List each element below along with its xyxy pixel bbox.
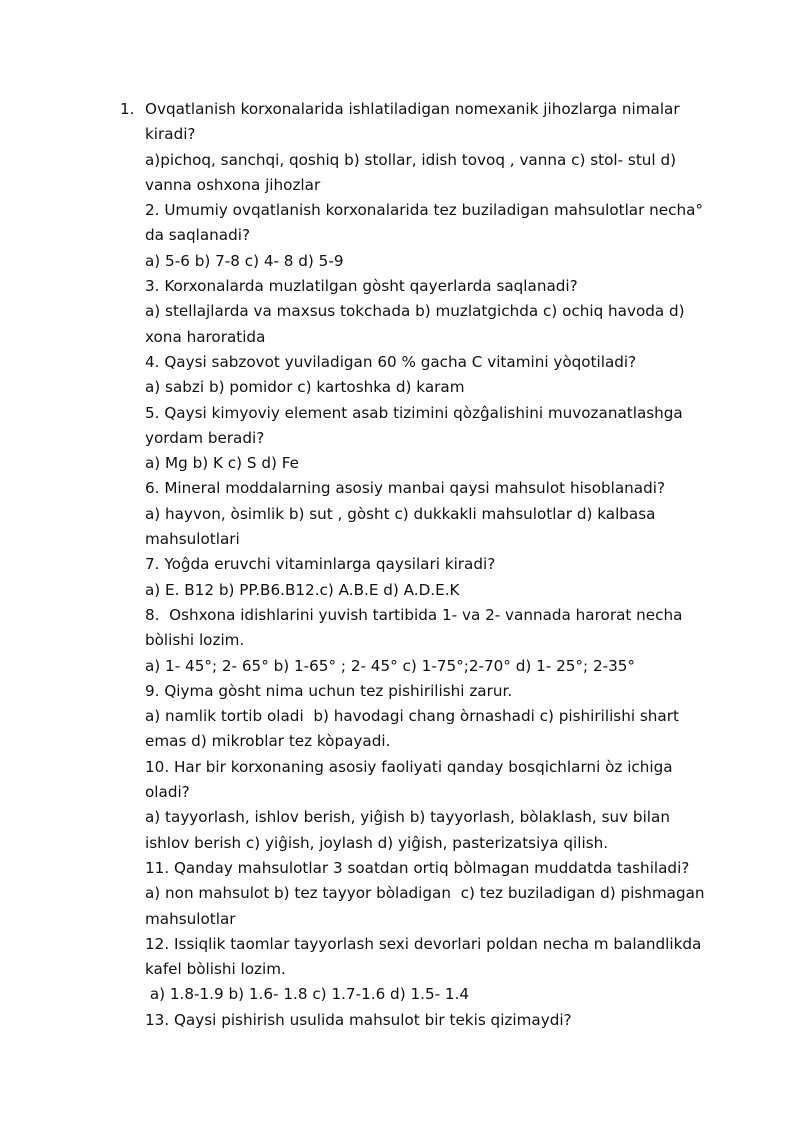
text-line: 2. Umumiy ovqatlanish korxonalarida tez buziladigan mahsulotlar necha°: [145, 201, 704, 220]
text-line: a) Mg b) K c) S d) Fe: [145, 454, 300, 473]
list-number: 1.: [120, 100, 135, 118]
text-line: 9. Qiyma gòsht nima uchun tez pishirilishi zarur.: [145, 681, 513, 700]
text-line: oladi?: [145, 783, 190, 802]
text-line: kafel bòlishi lozim.: [145, 960, 286, 979]
text-line: a) tayyorlash, ishlov berish, yiĝish b) tayyorlash, bòlaklash, suv bilan: [145, 808, 670, 827]
text-line: kiradi?: [145, 125, 196, 144]
text-line: mahsulotlar: [145, 909, 236, 928]
text-line: a) stellajlarda va maxsus tokchada b) muzlatgichda c) ochiq havoda d): [145, 302, 685, 321]
text-line: 6. Mineral moddalarning asosiy manbai qaysi mahsulot hisoblanadi?: [145, 479, 666, 498]
text-line: 4. Qaysi sabzovot yuviladigan 60 % gacha C vitamini yòqotiladi?: [145, 352, 637, 371]
text-line: bòlishi lozim.: [145, 631, 245, 650]
text-line: a) sabzi b) pomidor c) kartoshka d) karam: [145, 378, 465, 397]
text-line: a) 5-6 b) 7-8 c) 4- 8 d) 5-9: [145, 251, 344, 270]
text-line: Ovqatlanish korxonalarida ishlatiladigan nomexanik jihozlarga nimalar: [145, 100, 680, 118]
text-line: a) E. B12 b) PP.B6.B12.c) A.B.E d) A.D.E.K: [145, 580, 460, 599]
text-line: vanna oshxona jihozlar: [145, 175, 321, 194]
text-line: a)pichoq, sanchqi, qoshiq b) stollar, idish tovoq , vanna c) stol- stul d): [145, 150, 677, 169]
document-body: [145, 97, 725, 1033]
text-line: da saqlanadi?: [145, 226, 251, 245]
text-line: a) 1- 45°; 2- 65° b) 1-65° ; 2- 45° c) 1-75°;2-70° d) 1- 25°; 2-35°: [145, 656, 636, 675]
text-line: a) namlik tortib oladi b) havodagi chang òrnashadi c) pishirilishi shart: [145, 707, 679, 726]
text-line: yordam beradi?: [145, 428, 265, 447]
text-line: 3. Korxonalarda muzlatilgan gòsht qayerlarda saqlanadi?: [145, 277, 578, 296]
text-line: 11. Qanday mahsulotlar 3 soatdan ortiq bòlmagan muddatda tashiladi?: [145, 858, 690, 877]
text-line: emas d) mikroblar tez kòpayadi.: [145, 732, 391, 751]
text-line: a) non mahsulot b) tez tayyor bòladigan c) tez buziladigan d) pishmagan: [145, 884, 705, 903]
text-line: 12. Issiqlik taomlar tayyorlash sexi devorlari poldan necha m balandlikda: [145, 934, 702, 953]
text-line: 10. Har bir korxonaning asosiy faoliyati qanday bosqichlarni òz ichiga: [145, 757, 673, 776]
text-line: mahsulotlari: [145, 530, 240, 549]
text-line: 8. Oshxona idishlarini yuvish tartibida 1- va 2- vannada harorat necha: [145, 605, 683, 624]
text-line: a) 1.8-1.9 b) 1.6- 1.8 c) 1.7-1.6 d) 1.5- 1.4: [145, 985, 470, 1004]
text-line: 5. Qaysi kimyoviy element asab tizimini qòzĝalishini muvozanatlashga: [145, 403, 683, 422]
text-line: ishlov berish c) yiĝish, joylash d) yiĝish, pasterizatsiya qilish.: [145, 833, 609, 852]
text-line: a) hayvon, òsimlik b) sut , gòsht c) dukkakli mahsulotlar d) kalbasa: [145, 504, 656, 523]
text-line: 13. Qaysi pishirish usulida mahsulot bir tekis qizimaydi?: [145, 1010, 572, 1029]
text-line: xona haroratida: [145, 327, 266, 346]
text-line: 7. Yoĝda eruvchi vitaminlarga qaysilari kiradi?: [145, 555, 496, 574]
